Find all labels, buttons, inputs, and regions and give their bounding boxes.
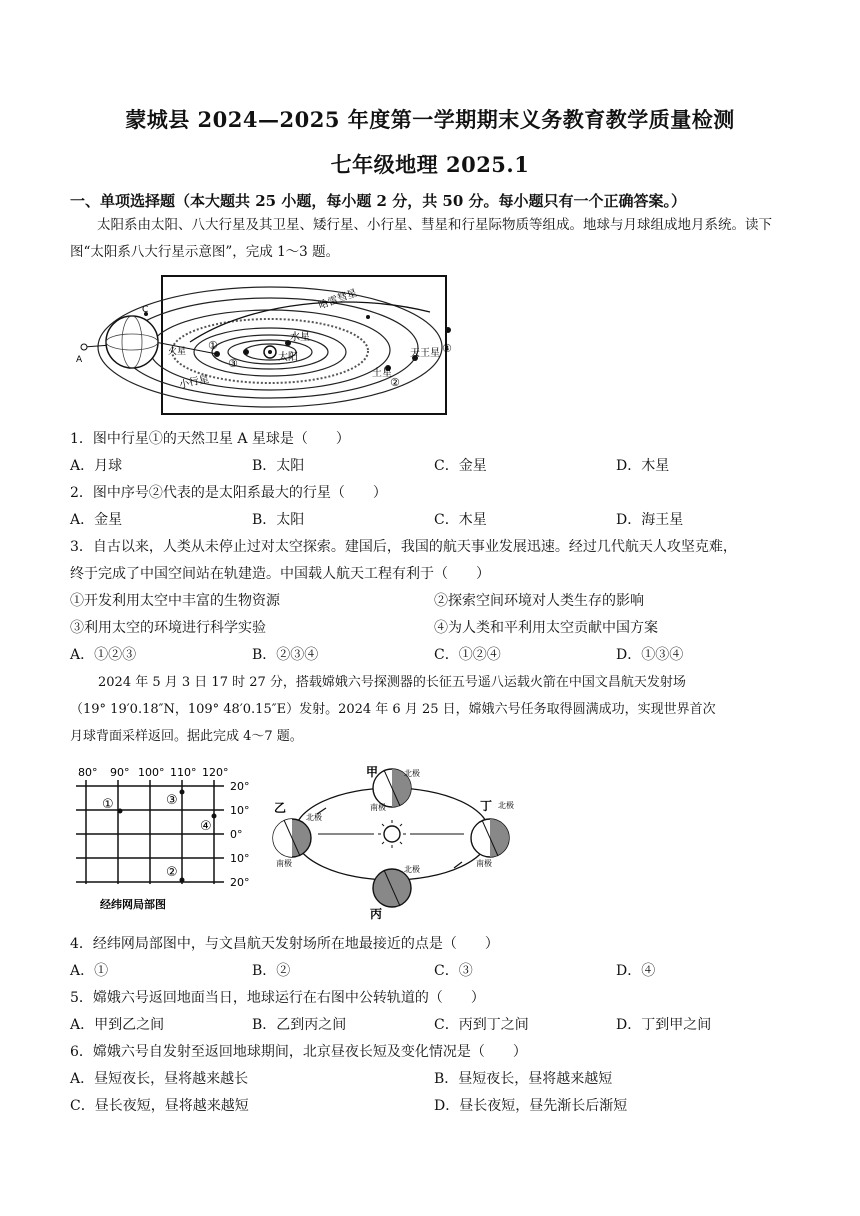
q6-option-c: C．昼长夜短，昼将越来越短 bbox=[70, 1098, 249, 1114]
south-pole-label-top: 南极 bbox=[370, 803, 386, 812]
q5-option-a: A．甲到乙之间 bbox=[70, 1017, 165, 1033]
q3-option-a: A．①②③ bbox=[70, 647, 137, 663]
q6-option-b: B．昼短夜长，昼将越来越短 bbox=[434, 1071, 613, 1087]
position-yi: 乙 bbox=[274, 801, 287, 815]
section-heading: 一、单项选择题（本大题共 25 小题，每小题 2 分，共 50 分。每小题只有一个正确答案。） bbox=[70, 192, 687, 210]
label-mercury: 水星 bbox=[290, 332, 310, 343]
question-6-stem: 6．嫦娥六号自发射至返回地球期间，北京昼夜长短及变化情况是（ ） bbox=[70, 1044, 527, 1060]
q4-option-a: A．① bbox=[70, 963, 109, 979]
label-asteroid: 小行星 bbox=[178, 373, 210, 391]
intro-paragraph-2-line-2: （19° 19′0.18″N，109° 48′0.15″E）发射。2024 年 6 月 25 日，嫦娥六号任务取得圆满成功，实现世界首次 bbox=[70, 702, 716, 717]
intro-paragraph-2-line-3: 月球背面采样返回。据此完成 4～7 题。 bbox=[70, 729, 303, 744]
q3-statement-3: ③利用太空的环境进行科学实验 bbox=[70, 620, 266, 636]
q6-option-a: A．昼短夜长，昼将越来越长 bbox=[70, 1071, 249, 1087]
q5-option-c: C．丙到丁之间 bbox=[434, 1017, 529, 1033]
south-pole-label-left: 南极 bbox=[276, 859, 292, 868]
label-mars: 火星 bbox=[168, 347, 187, 357]
q3-statement-2: ②探索空间环境对人类生存的影响 bbox=[434, 593, 644, 609]
intro-paragraph-2-line-1: 2024 年 5 月 3 日 17 时 27 分，搭载嫦娥六号探测器的长征五号遥八运载火箭在中国文昌航天发射场 bbox=[98, 675, 686, 690]
lat-label-3: 0° bbox=[230, 828, 243, 841]
lon-label-5: 120° bbox=[202, 766, 229, 779]
lat-label-4: 10° bbox=[230, 852, 250, 865]
lon-label-3: 100° bbox=[138, 766, 165, 779]
q2-option-b: B．太阳 bbox=[252, 512, 305, 528]
q1-option-c: C．金星 bbox=[434, 458, 487, 474]
question-4-stem: 4．经纬网局部图中，与文昌航天发射场所在地最接近的点是（ ） bbox=[70, 936, 499, 952]
north-pole-label-right: 北极 bbox=[498, 801, 514, 810]
question-3-stem-line-1: 3．自古以来，人类从未停止过对太空探索。建国后，我国的航天事业发展迅速。经过几代航天人攻坚克难， bbox=[70, 539, 737, 555]
label-n2: ② bbox=[390, 376, 400, 389]
label-sun: 太阳 bbox=[278, 352, 298, 363]
position-ding: 丁 bbox=[480, 799, 493, 813]
lat-label-1: 20° bbox=[230, 780, 250, 793]
q1-option-b: B．太阳 bbox=[252, 458, 305, 474]
point-3: ③ bbox=[166, 793, 178, 808]
lat-label-5: 20° bbox=[230, 876, 250, 889]
q5-option-d: D．丁到甲之间 bbox=[616, 1017, 712, 1033]
q3-statement-1: ①开发利用太空中丰富的生物资源 bbox=[70, 593, 280, 609]
q2-option-d: D．海王星 bbox=[616, 512, 684, 528]
question-5-stem: 5．嫦娥六号返回地面当日，地球运行在右图中公转轨道的（ ） bbox=[70, 990, 485, 1006]
solar-system-figure bbox=[70, 272, 470, 418]
point-4: ④ bbox=[200, 819, 212, 834]
north-pole-label-top: 北极 bbox=[404, 769, 420, 778]
label-n1: ① bbox=[208, 339, 218, 352]
lat-label-2: 10° bbox=[230, 804, 250, 817]
q4-option-b: B．② bbox=[252, 963, 291, 979]
page-title: 蒙城县 2024—2025 年度第一学期期末义务教育教学质量检测 bbox=[125, 107, 735, 132]
page-subtitle: 七年级地理 2025.1 bbox=[330, 152, 530, 177]
intro-paragraph-1: 太阳系由太阳、八大行星及其卫星、矮行星、小行星、彗星和行星际物质等组成。地球与月球组成地月系统。读下图“太阳系八大行星示意图”，完成 1～3 题。 bbox=[70, 217, 772, 260]
position-jia: 甲 bbox=[366, 765, 379, 779]
q3-option-b: B．②③④ bbox=[252, 647, 319, 663]
lon-label-2: 90° bbox=[110, 766, 130, 779]
q4-option-c: C．③ bbox=[434, 963, 473, 979]
label-c: C bbox=[142, 305, 149, 315]
q3-option-c: C．①②④ bbox=[434, 647, 501, 663]
q1-option-d: D．木星 bbox=[616, 458, 670, 474]
point-2: ② bbox=[166, 865, 178, 880]
south-pole-label-right: 南极 bbox=[476, 859, 492, 868]
q6-option-d: D．昼长夜短，昼先渐长后渐短 bbox=[434, 1098, 628, 1114]
point-1: ① bbox=[102, 797, 114, 812]
position-bing: 丙 bbox=[370, 907, 383, 921]
question-2-stem: 2．图中序号②代表的是太阳系最大的行星（ ） bbox=[70, 485, 387, 501]
label-comet: 哈雷彗星 bbox=[317, 287, 359, 312]
label-n3: ③ bbox=[228, 357, 238, 370]
q4-option-d: D．④ bbox=[616, 963, 656, 979]
q1-option-a: A．月球 bbox=[70, 458, 123, 474]
q5-option-b: B．乙到丙之间 bbox=[252, 1017, 347, 1033]
grid-caption: 经纬网局部图 bbox=[100, 898, 166, 911]
earth-revolution-figure bbox=[262, 762, 524, 922]
north-pole-label-left: 北极 bbox=[306, 813, 322, 822]
label-a: A bbox=[76, 355, 83, 365]
q2-option-a: A．金星 bbox=[70, 512, 123, 528]
q2-option-c: C．木星 bbox=[434, 512, 487, 528]
question-1-stem: 1．图中行星①的天然卫星 A 星球是（ ） bbox=[70, 431, 350, 447]
q3-statement-4: ④为人类和平利用太空贡献中国方案 bbox=[434, 620, 658, 636]
label-n4: ④ bbox=[442, 342, 452, 355]
q3-option-d: D．①③④ bbox=[616, 647, 684, 663]
label-uranus: 天王星 bbox=[410, 348, 440, 359]
label-saturn: 土星 bbox=[372, 368, 392, 379]
question-3-stem-line-2: 终于完成了中国空间站在轨建造。中国载人航天工程有利于（ ） bbox=[70, 566, 490, 582]
north-pole-label-bottom: 北极 bbox=[404, 865, 420, 874]
lon-label-1: 80° bbox=[78, 766, 98, 779]
lon-label-4: 110° bbox=[170, 766, 197, 779]
lat-long-grid-figure bbox=[70, 762, 260, 922]
